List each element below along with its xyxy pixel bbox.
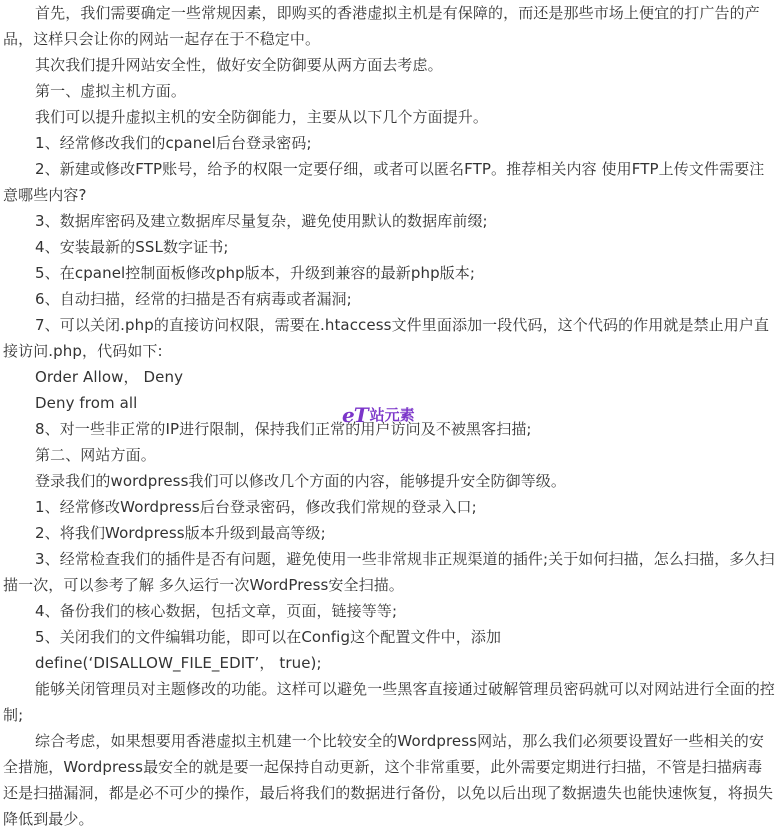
watermark-logo: eT (342, 403, 368, 427)
section-heading: 第一、虚拟主机方面。 (35, 82, 187, 100)
list-item: 8、对一些非正常的IP进行限制，保持我们正常的用户访问及不被黑客扫描; (35, 420, 532, 438)
list-item: 4、安装最新的SSL数字证书; (35, 238, 229, 256)
list-item: 2、将我们Wordpress版本升级到最高等级; (35, 524, 326, 542)
list-item: 7、可以关闭.php的直接访问权限，需要在.htaccess文件里面添加一段代码，这个代码的作用就是禁止用户直接访问.php，代码如下: (3, 316, 770, 360)
list-item: 4、备份我们的核心数据，包括文章，页面，链接等等; (35, 602, 398, 620)
paragraph: 综合考虑，如果想要用香港虚拟主机建一个比较安全的Wordpress网站，那么我们必须要设置好一些相关的安全措施，Wordpress最安全的就是要一起保持自动更新，这个非常重要，此外需要定期进行扫描，不管是扫描病毒还是扫描漏洞，都是必不可少的操作，最后将我们的数据进行备份，以免以后出现了数据遗失也能快速恢复，将损失降低到最少。 (3, 732, 774, 828)
list-item: 1、经常修改我们的cpanel后台登录密码; (35, 134, 312, 152)
code-line: define(‘DISALLOW_FILE_EDIT’， true); (35, 654, 322, 672)
list-item: 1、经常修改Wordpress后台登录密码，修改我们常规的登录入口; (35, 498, 477, 516)
paragraph: 其次我们提升网站安全性，做好安全防御要从两方面去考虑。 (35, 56, 443, 74)
list-item: 5、在cpanel控制面板修改php版本，升级到兼容的最新php版本; (35, 264, 476, 282)
paragraph: 登录我们的wordpress我们可以修改几个方面的内容，能够提升安全防御等级。 (35, 472, 566, 490)
watermark-text: 站元素 (369, 406, 415, 424)
list-item: 3、数据库密码及建立数据库尽量复杂，避免使用默认的数据库前缀; (35, 212, 488, 230)
code-line: Deny from all (35, 394, 138, 412)
paragraph: 能够关闭管理员对主题修改的功能。这样可以避免一些黑客直接通过破解管理员密码就可以对网站进行全面的控制; (3, 680, 775, 724)
list-item: 2、新建或修改FTP账号，给予的权限一定要仔细，或者可以匿名FTP。推荐相关内容 使用FTP上传文件需要注意哪些内容? (3, 160, 765, 204)
paragraph: 我们可以提升虚拟主机的安全防御能力，主要从以下几个方面提升。 (35, 108, 489, 126)
watermark (342, 402, 415, 428)
section-heading: 第二、网站方面。 (35, 446, 156, 464)
list-item: 3、经常检查我们的插件是否有问题，避免使用一些非常规非正规渠道的插件;关于如何扫描，怎么扫描，多久扫描一次，可以参考了解 多久运行一次WordPress安全扫描。 (3, 550, 775, 594)
list-item: 5、关闭我们的文件编辑功能，即可以在Config这个配置文件中，添加 (35, 628, 502, 646)
paragraph: 首先，我们需要确定一些常规因素，即购买的香港虚拟主机是有保障的，而还是那些市场上便宜的打广告的产品，这样只会让你的网站一起存在于不稳定中。 (3, 4, 760, 48)
list-item: 6、自动扫描，经常的扫描是否有病毒或者漏洞; (35, 290, 352, 308)
code-line: Order Allow， Deny (35, 368, 184, 386)
